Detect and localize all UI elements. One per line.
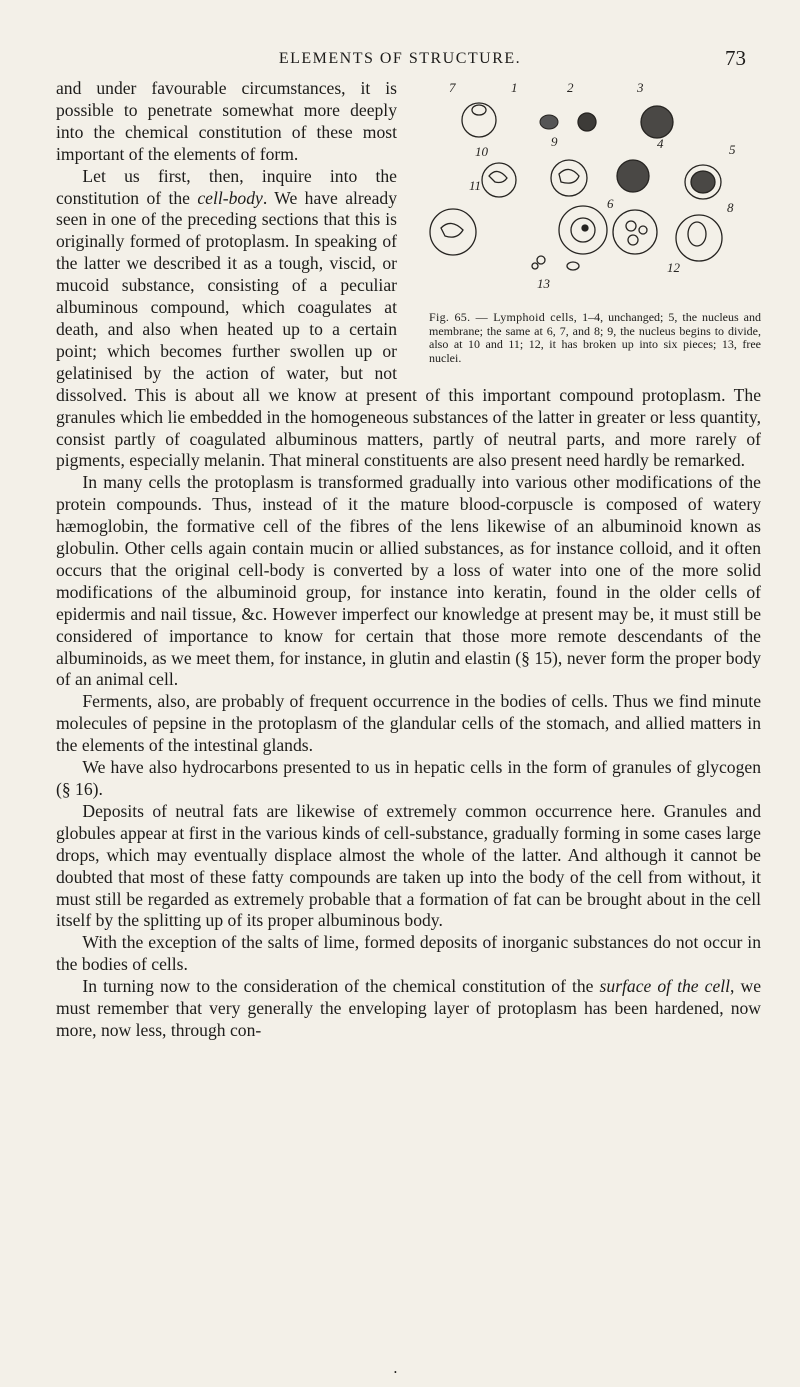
running-title: ELEMENTS OF STRUCTURE. xyxy=(278,50,522,67)
label-13: 13 xyxy=(537,276,550,291)
cell-1-circle xyxy=(462,103,496,137)
label-7: 7 xyxy=(449,80,456,95)
label-5: 5 xyxy=(729,142,736,157)
caption-text: 1–4, unchanged; 5, the nucleus and membrane; the same at 6, 7, and 8; 9, the nucleus begins to divide, also at 10 and 11; 12, it has broken up into six pieces; 13, free nuclei. xyxy=(429,310,761,365)
paragraph-8 xyxy=(56,976,761,1042)
cell-10-circle xyxy=(551,160,587,196)
cell-5-circle xyxy=(559,206,607,254)
paragraph-8-rest: , we must remember that very generally the enveloping layer of protoplasm has been hardened, now more, now less, through con- xyxy=(56,976,762,1040)
paragraph-4: Ferments, also, are probably of frequent occurrence in the bodies of cells. Thus we find minute molecules of pepsine in the protoplasm of the glandular cells of the stomach, and allied matters in the elements of the intestinal glands. xyxy=(56,691,761,756)
paragraph-5: We have also hydrocarbons presented to us in hepatic cells in the form of granules of glycogen (§ 16). xyxy=(56,757,761,799)
cell-6-circle xyxy=(613,210,657,254)
label-9: 9 xyxy=(551,134,558,149)
figure-lymphoid-cells xyxy=(409,80,761,365)
label-2: 2 xyxy=(567,80,574,95)
lymphoid-cells-illustration xyxy=(409,80,761,305)
paragraph-3: In many cells the protoplasm is transformed gradually into various other modifications of the protein compounds. Thus, instead of it the mature blood-corpuscle is composed of watery hæmoglobin, the formative cell of the fibres of the lens likewise of an albuminoid known as globulin. Other cells again contain mucin or allied substances, as for instance colloid, and it often occurs that the original cell-body is converted by a loss of water into one of the more solid modifications of the albuminoid group, for instance into keratin, found in the older cells of epidermis and nail tissue, &c. However imperfect our knowledge at present may be, it must still be considered of importance to know for certain that those more remote descendants of the albuminoids, as we meet them, for instance, in glutin and elastin (§ 15), never form the proper body of an animal cell. xyxy=(56,472,761,690)
label-12: 12 xyxy=(667,260,680,275)
label-4: 4 xyxy=(657,136,664,151)
body-text xyxy=(56,78,761,1042)
cell-3-circle xyxy=(578,113,596,131)
cell-12-circle xyxy=(676,215,722,261)
cell-4-circle xyxy=(641,106,673,138)
label-1: 1 xyxy=(511,80,518,95)
paragraph-1: and under favourable circumstances, it is possible to penetrate somewhat more deeply into the chemical constitution of these most important of the elements of form. xyxy=(56,78,397,164)
free-nuclei xyxy=(532,256,579,270)
label-3: 3 xyxy=(637,80,644,95)
label-11: 11 xyxy=(469,178,482,193)
cell-11-circle xyxy=(430,209,476,255)
page-number: 73 xyxy=(725,46,746,70)
paragraph-8-start: In turning now to the consideration of the chemical constitution of the xyxy=(82,976,594,997)
term-cell-body: cell-body xyxy=(197,187,263,208)
cell-8-circle xyxy=(685,165,721,199)
label-10: 10 xyxy=(475,144,488,159)
cell-9-circle xyxy=(482,163,516,197)
label-8: 8 xyxy=(727,200,734,215)
cell-2-circle xyxy=(540,115,558,129)
paragraph-2-rest: . We have already seen in one of the preceding sections that this is originally formed of protoplasm. In speaking of the latter we described it as a tough, viscid, or mucoid substance, consisting of a peculiar albuminous compound, which coagulates at death, and also when heated up to a certain point; which becomes further swollen up or gelatinised by the action of water, but not dissolved. This is about all we know at present of this important compound protoplasm. The granules which lie embedded in the homogeneous substances of the latter in greater or less quantity, consist partly of coagulated albuminous matters, partly of neutral parts, and more rarely of pigments, especially melanin. That mineral constituents are also present need hardly be remarked. xyxy=(56,187,761,471)
caption-label: Fig. 65. — Lymphoid cells, xyxy=(429,310,578,324)
footer-mark: • xyxy=(394,1368,397,1377)
label-6: 6 xyxy=(607,196,614,211)
paragraph-7: With the exception of the salts of lime, formed deposits of inorganic substances do not occur in the bodies of cells. xyxy=(56,932,761,975)
figure-caption xyxy=(429,311,761,365)
paragraph-6: Deposits of neutral fats are likewise of extremely common occurrence here. Granules and globules appear at first in the various kinds of cell-substance, gradually forming in some cases large drops, which may eventually displace almost the whole of the latter. And although it cannot be doubted that most of these fatty compounds are taken up into the body of the cell from without, it must still be regarded as extremely probable that a formation of fat can be brought about in the cell itself by the splitting up of its proper albuminous body. xyxy=(56,800,761,931)
paragraph-2-start: Let us first, then, inquire into the constitution of the xyxy=(56,165,397,208)
cell-7-circle xyxy=(617,160,649,192)
term-surface-of-cell: surface of the cell xyxy=(599,976,731,997)
